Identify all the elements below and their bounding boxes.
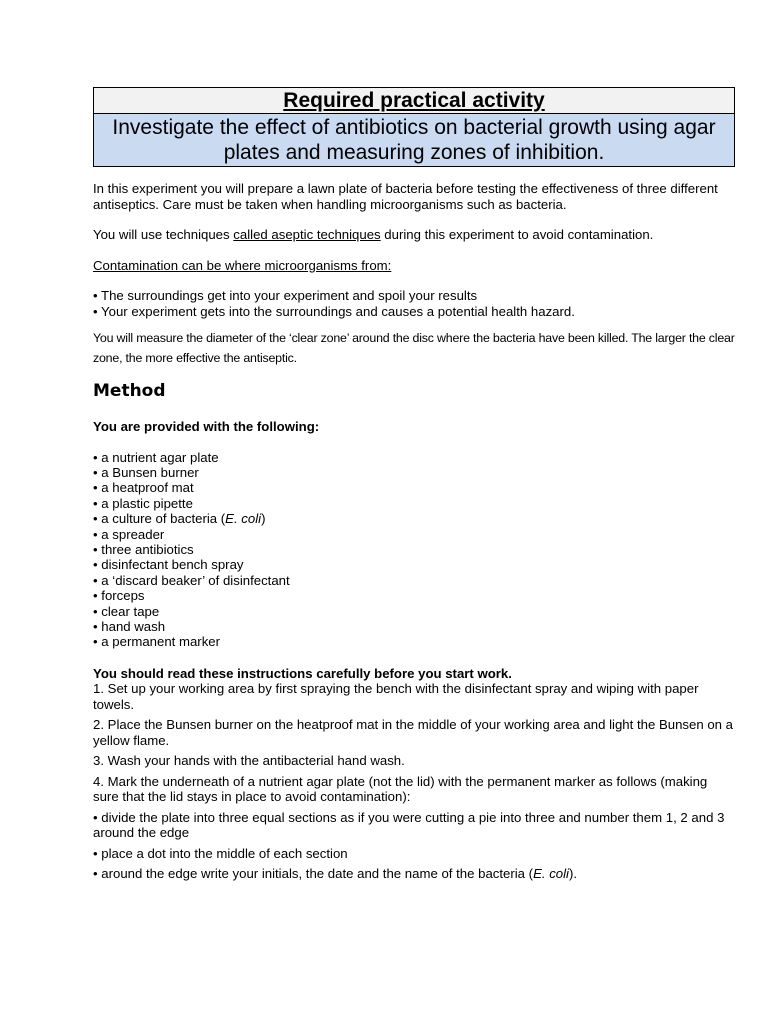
list-item: • a heatproof mat (93, 480, 194, 496)
header-box (93, 87, 735, 167)
step-text: • around the edge write your initials, the date and the name of the bacteria ( (93, 866, 534, 882)
list-item: • a ‘discard beaker’ of disinfectant (93, 572, 290, 588)
instructions-heading: You should read these instructions carefully before you start work. (93, 665, 512, 681)
list-item (93, 511, 735, 526)
contamination-item: • The surroundings get into your experiment and spoil your results (93, 288, 478, 303)
contamination-item: • Your experiment gets into the surroundings and causes a potential health hazard. (93, 303, 575, 319)
list-item: • a Bunsen burner (93, 464, 199, 480)
step-item: 1. Set up your working area by first spraying the bench with the disinfectant spray and wiping with paper towels. (93, 681, 699, 712)
aseptic-paragraph (93, 227, 735, 243)
list-item: • clear tape (93, 603, 160, 619)
list-item: • a plastic pipette (93, 495, 193, 511)
step-item: 4. Mark the underneath of a nutrient agar plate (not the lid) with the permanent marker as follows (making sure that the lid stays in place to avoid contamination): (93, 773, 708, 805)
close-paren: ) (261, 511, 266, 527)
list-item: • a permanent marker (93, 634, 221, 650)
provided-list (93, 450, 735, 650)
step-item (93, 866, 735, 882)
document-subtitle: Investigate the effect of antibiotics on bacterial growth using agar plates and measuring zones of inhibition. (94, 114, 734, 166)
intro-paragraph: In this experiment you will prepare a lawn plate of bacteria before testing the effectiveness of three different antiseptics. Care must be taken when handling microorganisms such as bacteria. (93, 181, 718, 212)
contamination-heading: Contamination can be where microorganisms from: (93, 257, 392, 273)
step-item: • place a dot into the middle of each section (93, 845, 348, 861)
step-item: • divide the plate into three equal sections as if you were cutting a pie into three and number them 1, 2 and 3 around the edge (93, 809, 725, 841)
step-text-end: ). (569, 866, 578, 882)
aseptic-text-after: during this experiment to avoid contamination. (380, 227, 654, 242)
document-page (93, 87, 735, 882)
list-item: • hand wash (93, 618, 166, 634)
provided-heading: You are provided with the following: (93, 419, 320, 434)
step-item: 3. Wash your hands with the antibacterial hand wash. (93, 753, 405, 769)
list-item: • forceps (93, 588, 145, 604)
list-item: • a spreader (93, 526, 165, 542)
list-item: • three antibiotics (93, 541, 194, 557)
aseptic-text-before: You will use techniques (93, 227, 234, 242)
species-name: E. coli (533, 866, 569, 882)
measure-note: You will measure the diameter of the ‘clear zone’ around the disc where the bacteria have been killed. The larger the clear zone, the more effective the antiseptic. (93, 331, 735, 365)
list-item-text: • a culture of bacteria ( (93, 511, 226, 527)
species-name: E. coli (225, 511, 262, 527)
step-item: 2. Place the Bunsen burner on the heatproof mat in the middle of your working area and light the Bunsen on a yellow flame. (93, 717, 734, 748)
method-heading: Method (93, 381, 166, 401)
document-title: Required practical activity (94, 88, 734, 114)
list-item: • disinfectant bench spray (93, 557, 244, 573)
aseptic-underlined: called aseptic techniques (233, 227, 381, 242)
contamination-list (93, 288, 735, 319)
list-item: • a nutrient agar plate (93, 449, 219, 465)
